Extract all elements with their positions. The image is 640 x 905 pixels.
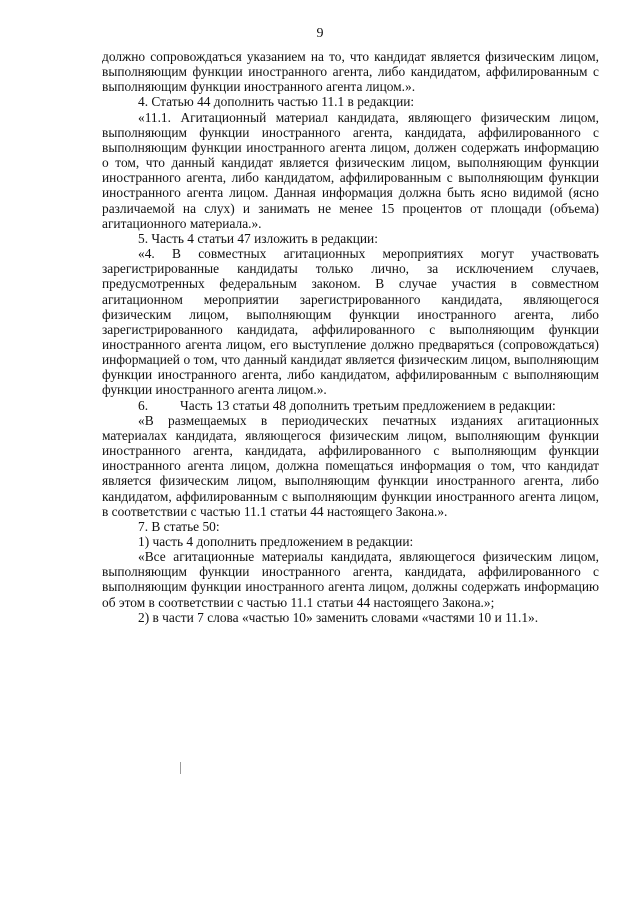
paragraph-item-4: 4. Статью 44 дополнить частью 11.1 в редакции: xyxy=(138,94,415,110)
paragraph-quote-4: «4. В совместных агитационных мероприятиях могут участвовать зарегистрированные кандидаты только лично, за исключением случаев, предусмотренных федеральным законом. В случае участия в совместном агитационном мероприятии зарегистрированного кандидата, являющегося физическим лицом, выполняющим функции иностранного агента, либо зарегистрированного кандидата, аффилированного с выполняющим функции иностранного агента лицом, его выступление должно предваряться (сопровождаться) информацией о том, что данный кандидат является физическим лицом, выполняющим функции иностранного агента, либо кандидатом, аффилированным с выполняющим функции иностранного агента лицом.». xyxy=(102,246,599,398)
document-body xyxy=(102,49,599,625)
item-6-text: Часть 13 статьи 48 дополнить третьим предложением в редакции: xyxy=(180,397,556,413)
margin-mark xyxy=(180,762,181,774)
paragraph-item-6 xyxy=(102,398,599,413)
paragraph-quote-article-48: «В размещаемых в периодических печатных изданиях агитационных материалах кандидата, являющегося физическим лицом, выполняющим функции иностранного агента, кандидата, аффилированного с выполняющим функции иностранного агента лицом, должна помещаться информация о том, что кандидат является физическим лицом, выполняющим функции иностранного агента, либо кандидатом, аффилированным с выполняющим функции иностранного агента лицом, в соответствии с частью 11.1 статьи 44 настоящего Закона.». xyxy=(102,412,599,519)
page-number: 9 xyxy=(316,26,324,41)
paragraph-item-5: 5. Часть 4 статьи 47 изложить в редакции: xyxy=(138,230,378,246)
paragraph-item-7: 7. В статье 50: xyxy=(138,518,220,534)
paragraph-subitem-1: 1) часть 4 дополнить предложением в редакции: xyxy=(138,534,414,549)
paragraph-subitem-2: 2) в части 7 слова «частью 10» заменить словами «частями 10 и 11.1». xyxy=(138,609,539,625)
paragraph-quote-all-materials: «Все агитационные материалы кандидата, являющегося физическим лицом, выполняющим функции иностранного агента, кандидата, аффилированного с выполняющим функции иностранного агента лицом, должны содержать информацию об этом в соответствии с частью 11.1 статьи 44 настоящего Закона.»; xyxy=(102,549,599,610)
item-6-number: 6. xyxy=(138,397,149,413)
paragraph-quote-11-1: «11.1. Агитационный материал кандидата, являющего физическим лицом, выполняющим функции иностранного агента, кандидата, аффилированного с выполняющим функции иностранного агента лицом, должен содержать информацию о том, что данный кандидат является физическим лицом, выполняющим функции иностранного агента, либо кандидатом, аффилированным с выполняющим функции иностранного агента лицом. Данная информация должна быть ясно видимой (ясно различаемой на слух) и занимать не менее 15 процентов от площади (объема) агитационного материала.». xyxy=(102,109,599,231)
paragraph-continuation: должно сопровождаться указанием на то, что кандидат является физическим лицом, выполняющим функции иностранного агента, либо кандидатом, аффилированным с выполняющим функции иностранного агента лицом.». xyxy=(102,49,599,95)
